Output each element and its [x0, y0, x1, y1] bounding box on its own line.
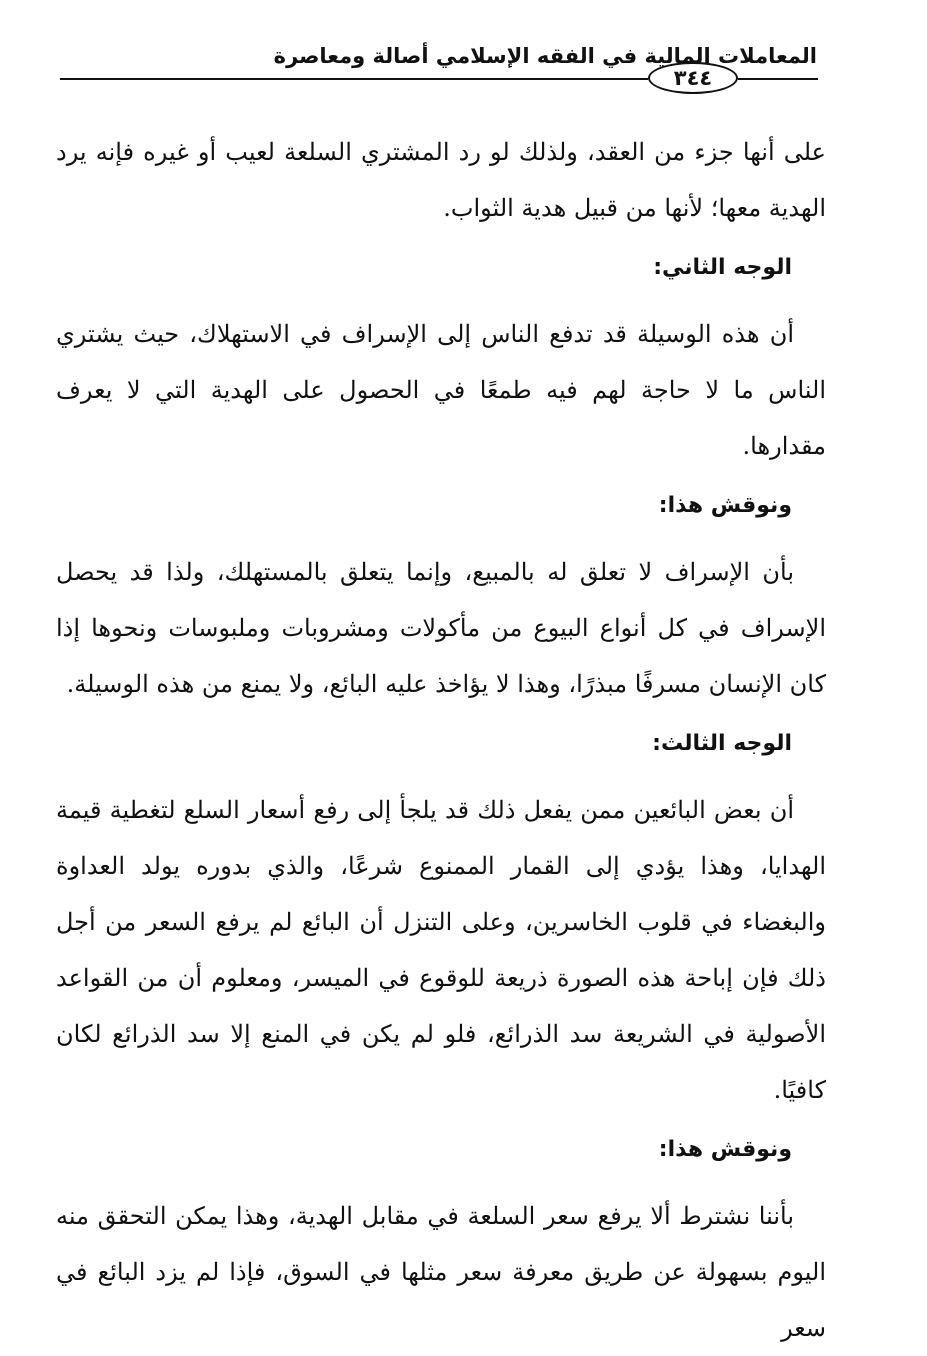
section-heading-rebuttal-2: ونوقش هذا: — [658, 1137, 792, 1162]
section-heading-rebuttal-1: ونوقش هذا: — [658, 493, 792, 518]
paragraph-rebuttal-2: بأننا نشترط ألا يرفع سعر السلعة في مقابل الهدية، وهذا يمكن التحقق منه اليوم بسهولة عن طريق معرفة سعر مثلها في السوق، فإذا لم يزد البائع في سعر — [56, 1202, 826, 1342]
paragraph-third-aspect: أن بعض البائعين ممن يفعل ذلك قد يلجأ إلى رفع أسعار السلع لتغطية قيمة الهدايا، وهذا يؤدي إلى القمار الممنوع شرعًا، والذي بدوره يولد العداوة والبغضاء في قلوب الخاسرين، وعلى التنزل أن البائع لم يرفع السعر من أجل ذلك فإن إباحة هذه الصورة ذريعة للوقوع في الميسر، ومعلوم أن من القواعد الأصولية في الشريعة سد الذرائع، فلو لم يكن في المنع إلا سد الذرائع لكان كافيًا. — [56, 796, 826, 1104]
section-heading-third-aspect: الوجه الثالث: — [652, 731, 792, 756]
section-heading-second-aspect: الوجه الثاني: — [653, 255, 792, 280]
paragraph-second-aspect: أن هذه الوسيلة قد تدفع الناس إلى الإسراف في الاستهلاك، حيث يشتري الناس ما لا حاجة لهم فيه طمعًا في الحصول على الهدية التي لا يعرف مقدارها. — [56, 320, 826, 460]
page-number: ٣٤٤ — [648, 62, 738, 94]
page-body — [56, 124, 826, 1356]
header-rule-left — [60, 78, 648, 80]
running-header-title: المعاملات المالية في الفقه الإسلامي أصالة ومعاصرة — [273, 44, 817, 68]
header-rule-right — [738, 78, 818, 80]
paragraph-rebuttal-1: بأن الإسراف لا تعلق له بالمبيع، وإنما يتعلق بالمستهلك، ولذا قد يحصل الإسراف في كل أنواع البيوع من مأكولات ومشروبات وملبوسات ونحوها إذا كان الإنسان مسرفًا مبذرًا، وهذا لا يؤاخذ عليه البائع، ولا يمنع من هذه الوسيلة. — [56, 558, 826, 698]
paragraph-continuation: على أنها جزء من العقد، ولذلك لو رد المشتري السلعة لعيب أو غيره فإنه يرد الهدية معها؛ لأنها من قبيل هدية الثواب. — [56, 138, 826, 222]
